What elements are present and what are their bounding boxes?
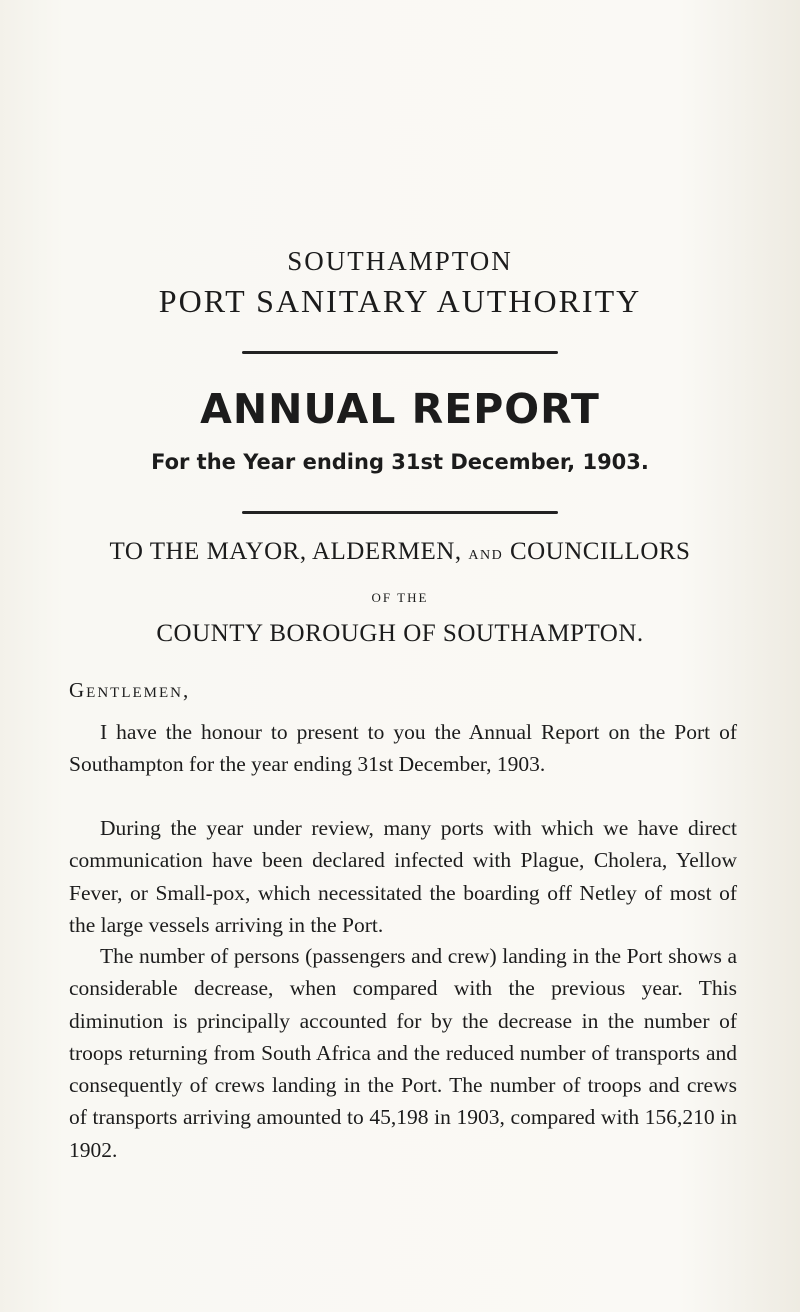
address-text-b: COUNCILLORS (503, 538, 691, 565)
top-rule (242, 351, 558, 354)
header-line-southampton: SOUTHAMPTON (287, 246, 513, 276)
paragraph: The number of persons (passengers and crew) landing in the Port shows a considerable decrease, when compared with the previous year. This diminution is principally accounted for by the decrease in the number of troops returning from South Africa and the reduced number of transports and consequently of crews landing in the Port. The number of troops and crews of transports arriving amounted to 45,198 in 1903, compared with 156,210 in 1902. (69, 944, 737, 1162)
paragraph: During the year under review, many ports with which we have direct communication have been declared infected with Plague, Cholera, Yellow Fever, or Small-pox, which necessitated the boarding off Netley of most of the large vessels arriving in the Port. (69, 816, 737, 937)
header-line-authority: PORT SANITARY AUTHORITY (158, 283, 642, 319)
address-borough: COUNTY BOROUGH OF SOUTHAMPTON. (156, 620, 644, 647)
salutation: Gentlemen, (69, 678, 191, 702)
address-and: AND (468, 548, 504, 563)
address-line (0, 538, 800, 566)
paragraph: I have the honour to present to you the Annual Report on the Port of Southampton for the year ending 31st December, 1903. (69, 720, 737, 777)
bottom-rule (242, 511, 558, 514)
report-title: ANNUAL REPORT (200, 385, 600, 433)
report-subtitle: For the Year ending 31st December, 1903. (151, 450, 649, 474)
address-text-a: TO THE MAYOR, ALDERMEN, (109, 538, 469, 565)
address-of-the: OF THE (371, 590, 429, 605)
